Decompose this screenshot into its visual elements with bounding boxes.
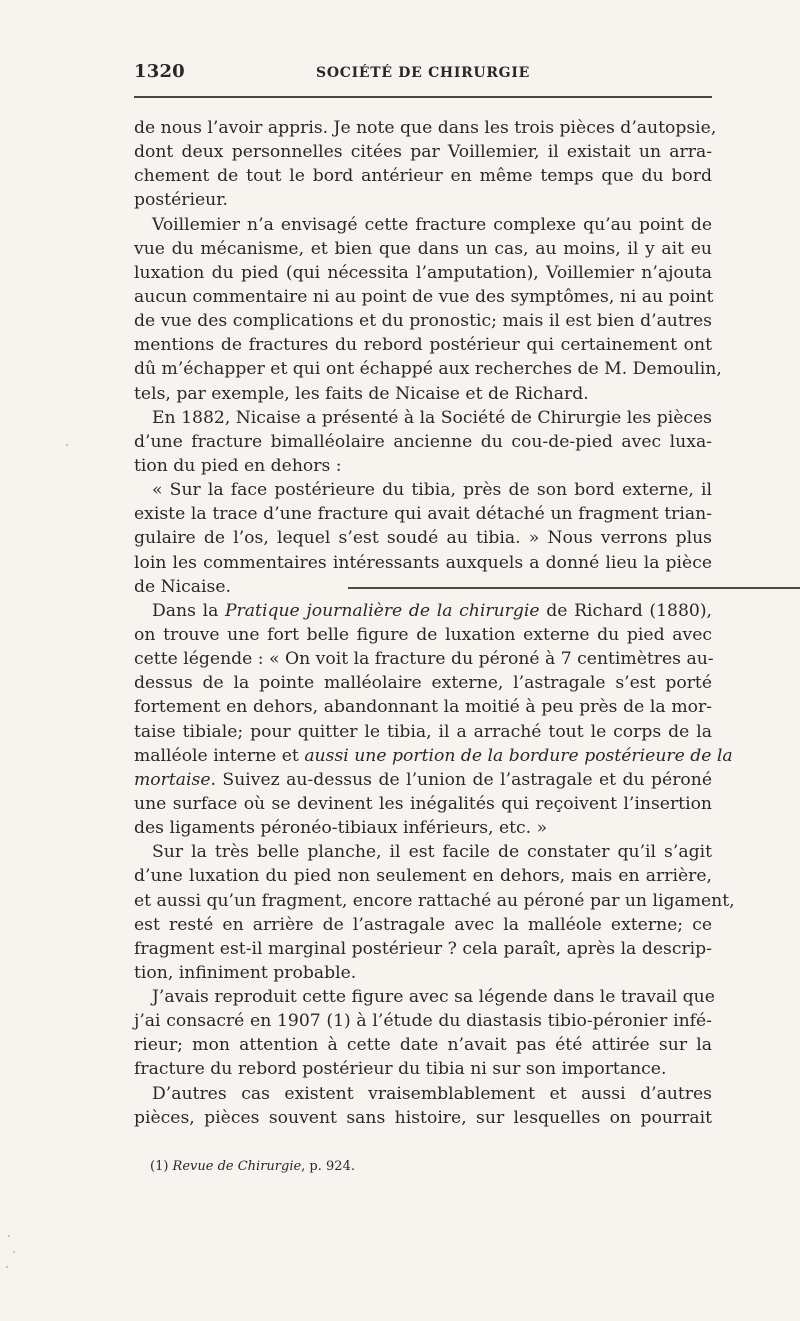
text-line: vue du mécanisme, et bien que dans un cas, au moins, il y ait eu: [134, 238, 712, 259]
quote-line: gulaire de l’os, lequel s’est soudé au tibia. » Nous verrons plus: [134, 528, 712, 549]
header-rule: [134, 96, 712, 98]
text-line: pièces, pièces souvent sans histoire, sur lesquelles on pourrait: [134, 1107, 712, 1128]
quote-first-line: « Sur la face postérieure du tibia, près de son bord externe, il: [152, 480, 712, 501]
text-line: cette légende : « On voit la fracture du péroné à 7 centimètres au-: [134, 649, 714, 670]
text-line: aucun commentaire ni au point de vue des symptômes, ni au point: [134, 286, 714, 307]
text-line: rieur; mon attention à cette date n’avait pas été attirée sur la: [134, 1035, 712, 1056]
paragraph-first-line: En 1882, Nicaise a présenté à la Société de Chirurgie les pièces: [152, 407, 712, 428]
text-line: mentions de fractures du rebord postérieur qui certainement ont: [134, 335, 712, 356]
text-line: on trouve une fort belle figure de luxation externe du pied avec: [134, 624, 712, 645]
text-line: postérieur.: [134, 190, 228, 211]
book-title: Pratique journalière de la chirurgie: [225, 600, 540, 621]
text-line: des ligaments péronéo-tibiaux inférieurs, etc. »: [134, 818, 548, 839]
scan-speck: [6, 1266, 8, 1268]
text-line: loin les commentaires intéressants auxquels a donné lieu la pièce: [134, 552, 712, 573]
italic-text-line: [134, 744, 733, 768]
running-title: SOCIÉTÉ DE CHIRURGIE: [316, 65, 530, 81]
text-line: fortement en dehors, abandonnant la moitié à peu près de la mor-: [134, 697, 712, 718]
text-line: fracture du rebord postérieur du tibia ni sur son importance.: [134, 1059, 667, 1080]
footnote-details: , p. 924.: [301, 1159, 355, 1174]
text-line: est resté en arrière de l’astragale avec la malléole externe; ce: [134, 914, 712, 935]
footnote-source: Revue de Chirurgie: [172, 1159, 302, 1174]
paragraph-first-line: Voillemier n’a envisagé cette fracture complexe qu’au point de: [152, 214, 712, 235]
scan-rule-line: [348, 587, 800, 589]
text-line: dont deux personnelles citées par Voillemier, il existait un arra-: [134, 142, 712, 163]
text-line: fragment est-il marginal postérieur ? cela paraît, après la descrip-: [134, 938, 712, 959]
footnote-marker: (1): [150, 1159, 173, 1174]
text-line: et aussi qu’un fragment, encore rattaché au péroné par un ligament,: [134, 890, 735, 911]
text-run: malléole interne et: [134, 745, 305, 766]
body-text: [134, 116, 735, 1130]
quote-line: existe la trace d’une fracture qui avait détaché un fragment trian-: [134, 504, 712, 525]
intro-text: de Richard (1880),: [539, 600, 712, 621]
paragraph-first-line: [134, 599, 712, 623]
text-line: de Nicaise.: [134, 576, 231, 597]
text-line: tels, par exemple, les faits de Nicaise et de Richard.: [134, 383, 589, 404]
text-line: dû m’échapper et qui ont échappé aux recherches de M. Demoulin,: [134, 359, 722, 380]
paragraph-first-line: Sur la très belle planche, il est facile de constater qu’il s’agit: [152, 842, 712, 863]
scan-speck: [66, 444, 68, 446]
text-line: une surface où se devinent les inégalités qui reçoivent l’insertion: [134, 793, 712, 814]
text-line: taise tibiale; pour quitter le tibia, il a arraché tout le corps de la: [134, 721, 712, 742]
footnote: [150, 1158, 610, 1176]
italic-phrase: aussi une portion de la bordure postérieure de la: [304, 745, 733, 766]
italic-phrase: mortaise: [134, 769, 211, 790]
text-line: de nous l’avoir appris. Je note que dans les trois pièces d’autopsie,: [134, 118, 717, 138]
scan-speck: [8, 1235, 10, 1237]
text-line: chement de tout le bord antérieur en même temps que du bord: [134, 166, 712, 187]
text-line: d’une luxation du pied non seulement en dehors, mais en arrière,: [134, 866, 712, 887]
text-line: tion du pied en dehors :: [134, 455, 342, 476]
text-line: d’une fracture bimalléolaire ancienne du cou-de-pied avec luxa-: [134, 431, 712, 452]
paragraph-first-line: D’autres cas existent vraisemblablement et aussi d’autres: [152, 1083, 712, 1104]
text-line: j’ai consacré en 1907 (1) à l’étude du diastasis tibio-péronier infé-: [134, 1011, 712, 1032]
paragraph-first-line: J’avais reproduit cette figure avec sa légende dans le travail que: [152, 987, 715, 1008]
text-run: . Suivez au-dessus de l’union de l’astragale et du péroné: [210, 769, 712, 790]
page-header: [134, 58, 712, 88]
text-line: tion, infiniment probable.: [134, 962, 357, 983]
italic-text-line: [134, 768, 712, 792]
scan-speck: [13, 1251, 15, 1253]
text-line: de vue des complications et du pronostic; mais il est bien d’autres: [134, 311, 712, 332]
text-line: dessus de la pointe malléolaire externe, l’astragale s’est porté: [134, 673, 712, 694]
intro-text: Dans la: [152, 600, 226, 621]
page-number: 1320: [134, 61, 185, 82]
text-line: luxation du pied (qui nécessita l’amputation), Voillemier n’ajouta: [134, 262, 712, 283]
